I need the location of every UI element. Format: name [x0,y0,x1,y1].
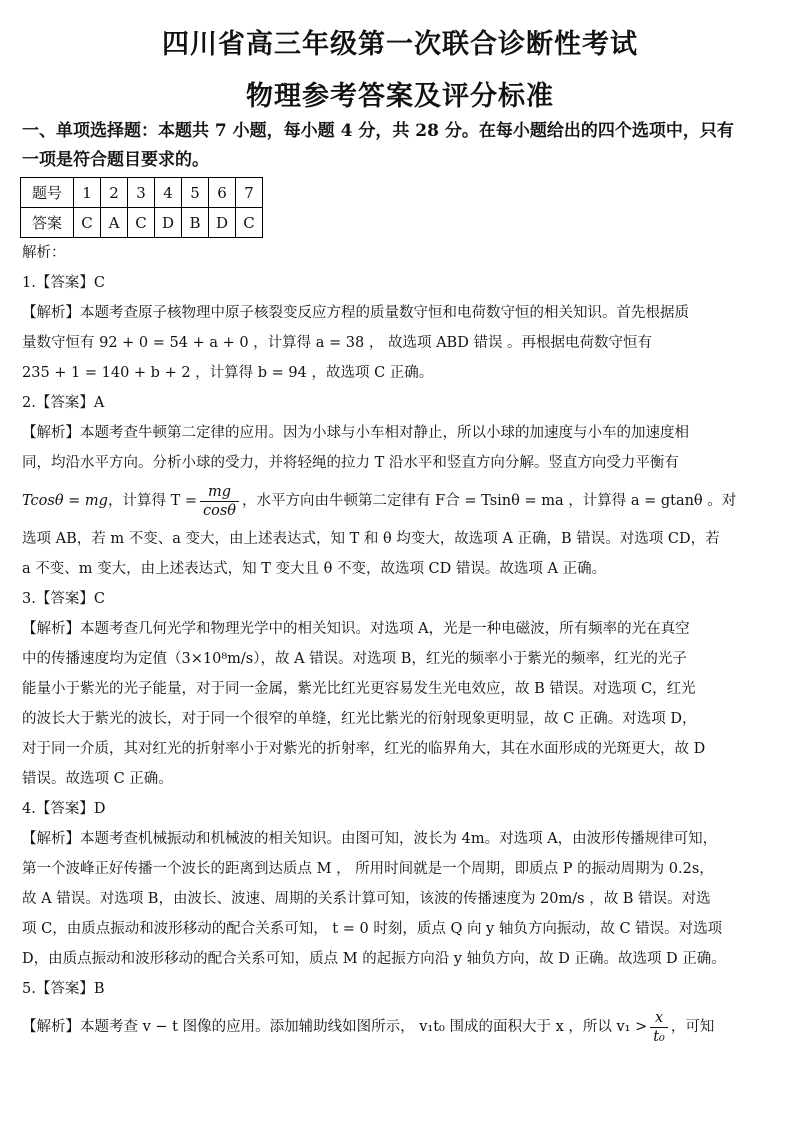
table-cell: 5 [182,178,209,208]
item-5-line [22,1004,780,1050]
item-3-answer: 3.【答案】C [22,591,105,607]
item-5-text: 【解析】本题考查 v − t 图像的应用。添加辅助线如图所示， v₁t₀ 围成的面积大于 x ，所以 v₁ > [22,1019,648,1035]
section-heading [22,117,782,175]
item-4-line: 【解析】本题考查机械振动和机械波的相关知识。由图可知，波长为 4m。对选项 A，由波形传播规律可知， [22,831,718,847]
answer-table-number-row [21,178,263,208]
table-cell: 3 [128,178,155,208]
row-label-answer: 答案 [21,208,74,238]
item-4-line: 项 C，由质点振动和波形移动的配合关系可知， t = 0 时刻，质点 Q 向 y 轴负方向振动，故 C 错误。对选项 [22,921,723,937]
item-1-answer: 1.【答案】C [22,275,105,291]
item-2-line: 【解析】本题考查牛顿第二定律的应用。因为小球与小车相对静止，所以小球的加速度与小车的加速度相 [22,425,689,441]
item-3-line: 错误。故选项 C 正确。 [22,771,173,787]
item-2-line: a 不变、m 变大，由上述表达式，知 T 变大且 θ 不变，故选项 CD 错误。故选项 A 正确。 [22,561,607,577]
item-3-line: 的波长大于紫光的波长，对于同一个很窄的单缝，红光比紫光的衍射现象更明显，故 C 正确。对选项 D， [22,711,697,727]
answer-table [20,177,263,238]
item-4-answer: 4.【答案】D [22,801,106,817]
table-cell: 4 [155,178,182,208]
table-cell: A [101,208,128,238]
section-heading-line2: 一项是符合题目要求的。 [22,150,209,170]
item-5-text: ，可知 [670,1019,715,1035]
fraction [650,1009,668,1046]
table-cell: C [74,208,101,238]
item-1-line: 量数守恒有 92 + 0 = 54 + a + 0 ，计算得 a = 38 ， 故选项 ABD 错误 。再根据电荷数守恒有 [22,335,653,351]
item-3-line: 中的传播速度均为定值（3×10⁸m/s），故 A 错误。对选项 B，红光的频率小于紫光的频率，红光的光子 [22,651,687,667]
table-cell: 2 [101,178,128,208]
analysis-label: 解析： [22,245,66,261]
fraction-denominator: cosθ [203,502,237,519]
item-4-line: D，由质点振动和波形移动的配合关系可知，质点 M 的起振方向沿 y 轴负方向，故 D 正确。故选项 D 正确。 [22,951,726,967]
table-cell: D [155,208,182,238]
item-1-line: 【解析】本题考查原子核物理中原子核裂变反应方程的质量数守恒和电荷数守恒的相关知识。首先根据质 [22,305,689,321]
item-4-line: 故 A 错误。对选项 B，由波长、波速、周期的关系计算可知，该波的传播速度为 20m/s ，故 B 错误。对选 [22,891,711,907]
fraction-denominator: t₀ [653,1028,665,1045]
table-cell: C [236,208,263,238]
fraction [200,483,239,520]
item-2-answer: 2.【答案】A [22,395,105,411]
item-5-answer: 5.【答案】B [22,981,105,997]
item-3-line: 对于同一介质，其对红光的折射率小于对紫光的折射率，红光的临界角大，其在水面形成的光斑更大，故 D [22,741,706,757]
table-cell: 1 [74,178,101,208]
section-heading-line1: 一、单项选择题：本题共 7 小题，每小题 4 分，共 28 分。在每小题给出的四个选项中，只有 [22,121,734,141]
item-2-line: 选项 AB，若 m 不变、a 变大，由上述表达式，知 T 和 θ 均变大，故选项 A 正确，B 错误。对选项 CD，若 [22,531,720,547]
item-2-line: 同，均沿水平方向。分析小球的受力，并将轻绳的拉力 T 沿水平和竖直方向分解。竖直方向受力平衡有 [22,455,679,471]
answer-table-answer-row [21,208,263,238]
equation: Tcosθ = mg [22,493,108,509]
exam-subtitle: 物理参考答案及评分标准 [246,81,554,112]
row-label-number: 题号 [21,178,74,208]
item-1-line: 235 + 1 = 140 + b + 2 ，计算得 b = 94 ，故选项 C 正确。 [22,365,434,381]
analysis-body [22,238,780,1050]
item-4-line: 第一个波峰正好传播一个波长的距离到达质点 M ， 所用时间就是一个周期，即质点 P 的振动周期为 0.2s， [22,861,714,877]
item-3-line: 能量小于紫光的光子能量，对于同一金属，紫光比红光更容易发生光电效应，故 B 错误。对选项 C，红光 [22,681,696,697]
table-cell: B [182,208,209,238]
equation-text: ，水平方向由牛顿第二定律有 F合 = Tsinθ = ma ，计算得 a = gtanθ 。对 [242,493,737,509]
table-cell: D [209,208,236,238]
exam-title: 四川省高三年级第一次联合诊断性考试 [162,29,638,60]
item-2-equation-line [22,478,780,524]
fraction-numerator: x [650,1009,668,1028]
equation-text: ，计算得 T = [107,493,198,509]
table-cell: 7 [236,178,263,208]
table-cell: 6 [209,178,236,208]
table-cell: C [128,208,155,238]
item-3-line: 【解析】本题考查几何光学和物理光学中的相关知识。对选项 A，光是一种电磁波，所有频率的光在真空 [22,621,690,637]
fraction-numerator: mg [200,483,239,502]
